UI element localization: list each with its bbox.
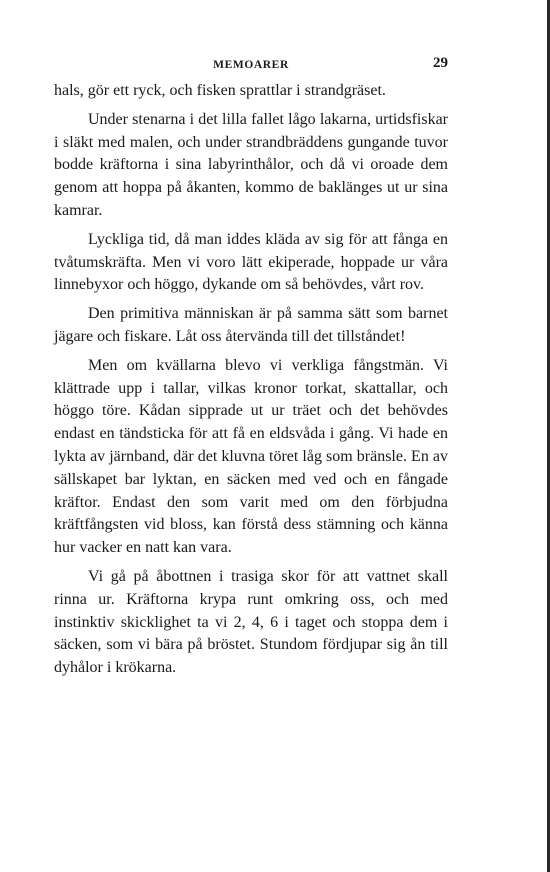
body-text — [54, 80, 448, 686]
paragraph: Lyckliga tid, då man iddes kläda av sig för att fånga en tvåtumskräfta. Men vi voro lätt ekiperade, hoppade ur våra linnebyxor och höggo, dykande om så behövdes, vårt rov. — [54, 230, 448, 294]
page-header — [54, 55, 448, 77]
paragraph: Men om kvällarna blevo vi verkliga fångstmän. Vi klättrade upp i tallar, vilkas kronor torkat, skattallar, och höggo töre. Kådan sipprade ut ur träet och det behövdes endast en tändsticka för att få en eldsvåda i gång. Vi hade en lykta av järnband, där det kluvna töret låg som bränsle. En av sällskapet bar lyktan, en säcken med ved och en fångade kräftor. Endast den som varit med om den förbjudna kräftfångsten vid bloss, kan förstå dess stämning och känna hur vacker en natt kan vara. — [54, 356, 448, 557]
paragraph: Vi gå på åbottnen i trasiga skor för att vattnet skall rinna ur. Kräftorna krypa runt omkring oss, och med instinktiv skicklighet ta vi 2, 4, 6 i taget och stoppa dem i säcken, som vi bära på bröstet. Stundom fördjupar sig ån till dyhålor i krökarna. — [54, 567, 448, 677]
page-number: 29 — [433, 55, 448, 71]
paragraph: Den primitiva människan är på samma sätt som barnet jägare och fiskare. Låt oss återvända till det tillståndet! — [54, 305, 448, 345]
paragraph: Under stenarna i det lilla fallet lågo lakarna, urtidsfiskar i släkt med malen, och under strandbräddens gungande tuvor bodde kräftorna i sina labyrinthålor, och då vi oroade dem genom att hoppa på åkanten, kommo de baklänges ut ur sina kamrar. — [54, 110, 448, 219]
running-head: MEMOARER — [213, 59, 289, 71]
paragraph: hals, gör ett ryck, och fisken sprattlar i strandgräset. — [54, 82, 386, 99]
